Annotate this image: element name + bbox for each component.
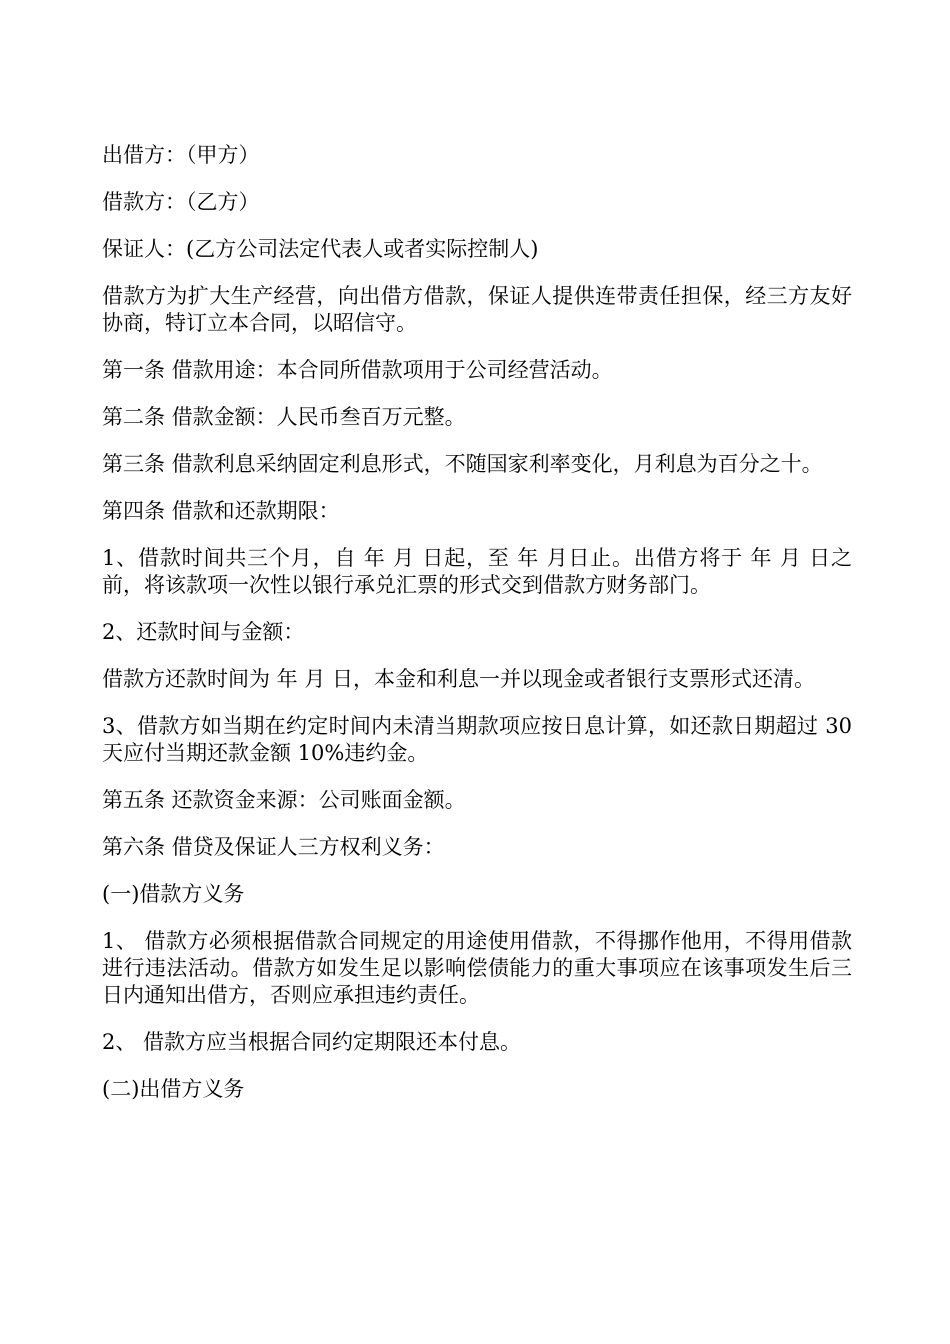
article-4-item-3: 3、借款方如当期在约定时间内未清当期款项应按日息计算，如还款日期超过 30 天应付当期还款金额 10%违约金。: [102, 714, 852, 765]
lender-line: 出借方：（甲方）: [102, 143, 260, 167]
article-1: 第一条 借款用途：本合同所借款项用于公司经营活动。: [102, 358, 613, 382]
article-3: 第三条 借款利息采纳固定利息形式，不随国家利率变化，月利息为百分之十。: [102, 452, 823, 476]
article-5: 第五条 还款资金来源：公司账面金额。: [102, 788, 466, 812]
lender-obligations-heading: (二)出借方义务: [102, 1077, 245, 1101]
borrower-obligations-heading: (一)借款方义务: [102, 882, 245, 906]
borrower-obligation-1: 1、 借款方必须根据借款合同规定的用途使用借款，不得挪作他用，不得用借款进行违法活动。借款方如发生足以影响偿债能力的重大事项应在该事项发生后三日内通知出借方，否则应承担违约责任。: [102, 929, 852, 1007]
preamble: 借款方为扩大生产经营，向出借方借款，保证人提供连带责任担保，经三方友好协商，特订立本合同，以昭信守。: [102, 284, 852, 335]
article-6-heading: 第六条 借贷及保证人三方权利义务：: [102, 835, 445, 859]
article-4-heading: 第四条 借款和还款期限：: [102, 499, 340, 523]
guarantor-line: 保证人：(乙方公司法定代表人或者实际控制人): [102, 237, 539, 261]
document-body: [102, 142, 852, 1123]
article-4-item-1: 1、借款时间共三个月，自 年 月 日起，至 年 月日止。出借方将于 年 月 日之前，将该款项一次性以银行承兑汇票的形式交到借款方财务部门。: [102, 546, 852, 597]
article-4-item-2: 2、还款时间与金额：: [102, 620, 305, 644]
article-2: 第二条 借款金额：人民币叁百万元整。: [102, 405, 466, 429]
article-4-item-2-detail: 借款方还款时间为 年 月 日，本金和利息一并以现金或者银行支票形式还清。: [102, 667, 816, 691]
borrower-obligation-2: 2、 借款方应当根据合同约定期限还本付息。: [102, 1030, 522, 1054]
borrower-line: 借款方：（乙方）: [102, 190, 260, 214]
